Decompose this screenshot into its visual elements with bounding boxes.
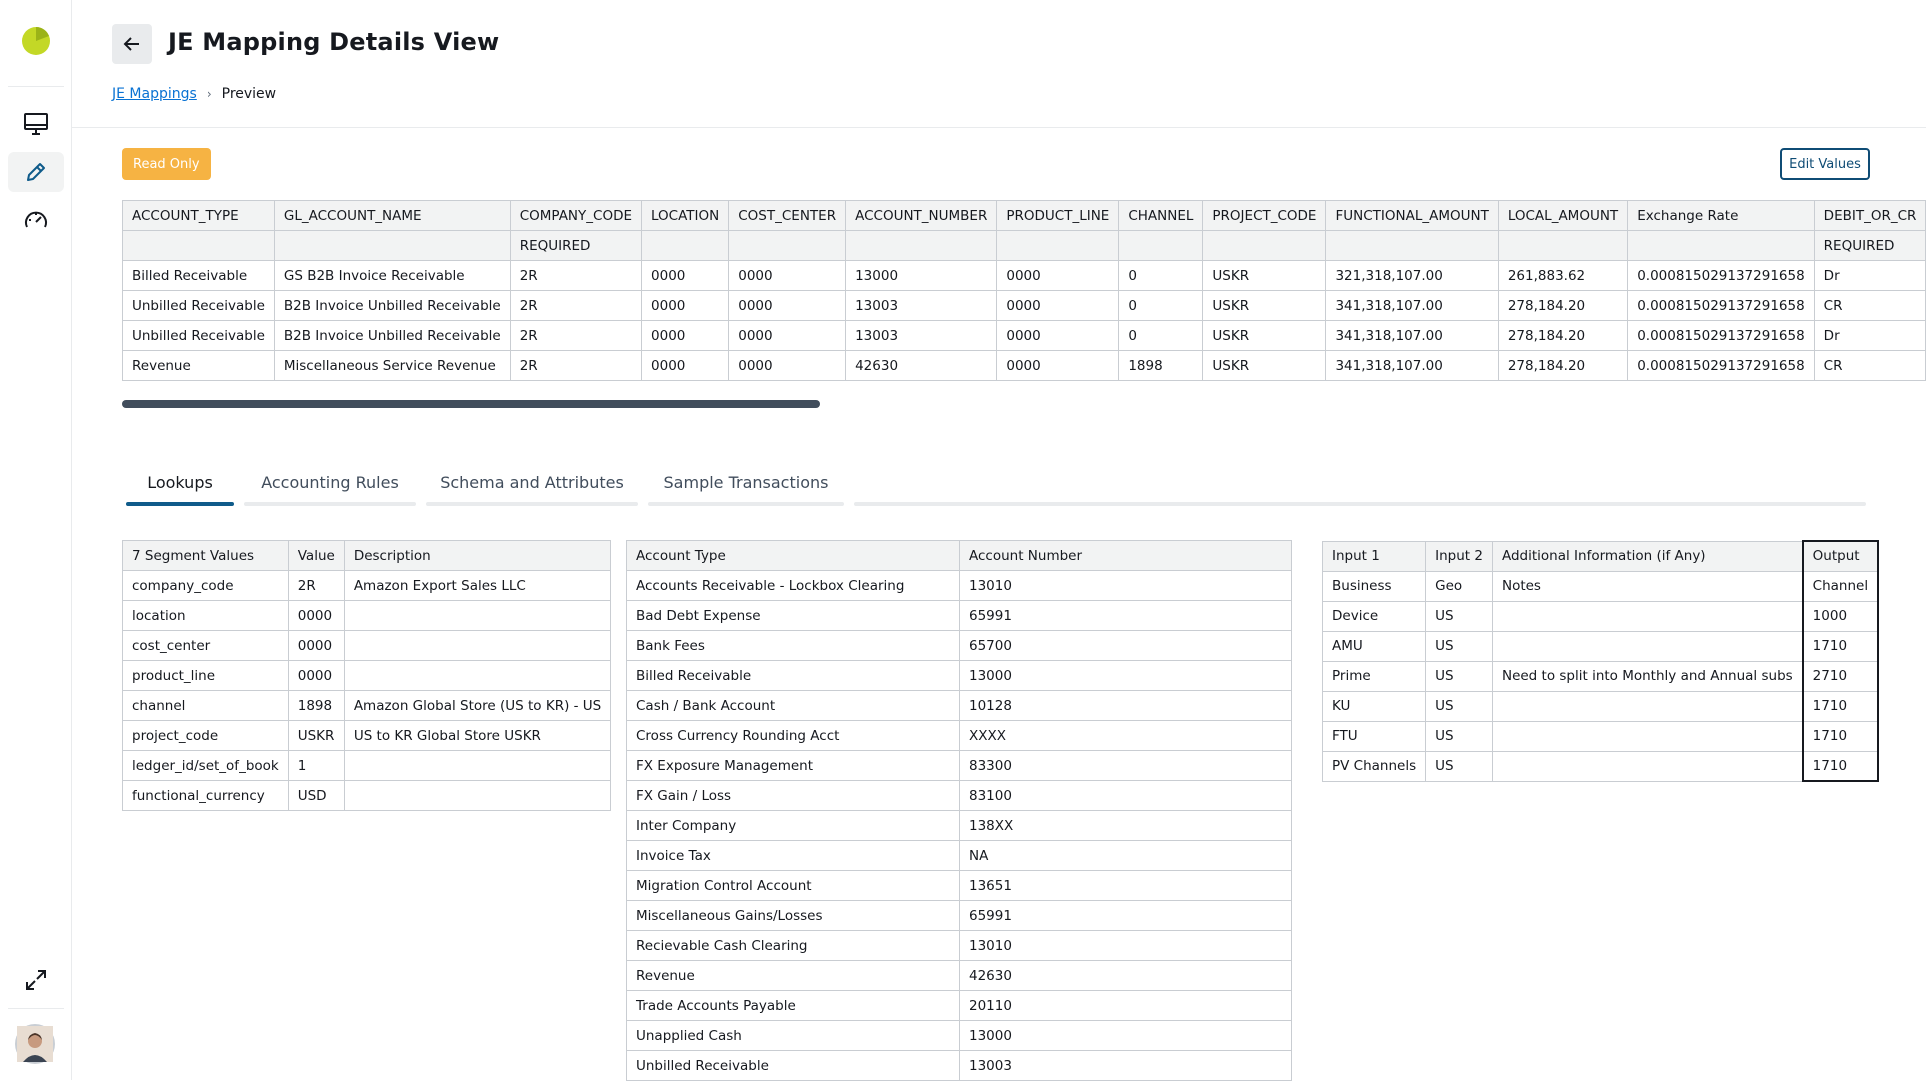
table-cell: Need to split into Monthly and Annual subs xyxy=(1492,661,1802,691)
table-cell: Unapplied Cash xyxy=(627,1021,960,1051)
table-cell: Unbilled Receivable xyxy=(123,321,275,351)
table-cell: KU xyxy=(1323,691,1426,721)
required-cell xyxy=(1628,231,1814,261)
table-cell: 20110 xyxy=(960,991,1292,1021)
table-cell: US xyxy=(1426,751,1493,781)
column-header: PRODUCT_LINE xyxy=(997,201,1119,231)
table-cell: 0.000815029137291658 xyxy=(1628,291,1814,321)
table-cell: 2710 xyxy=(1803,661,1878,691)
dashboard-gauge-icon[interactable] xyxy=(8,200,64,240)
table-cell: 13003 xyxy=(960,1051,1292,1081)
table-cell: 13010 xyxy=(960,931,1292,961)
table-cell: ledger_id/set_of_book xyxy=(123,751,289,781)
table-cell: 1898 xyxy=(288,691,344,721)
column-header: 7 Segment Values xyxy=(123,541,289,571)
user-avatar[interactable] xyxy=(15,1024,55,1064)
table-row xyxy=(627,631,1292,661)
table-cell: 138XX xyxy=(960,811,1292,841)
table-cell: 278,184.20 xyxy=(1498,291,1627,321)
table-cell xyxy=(1492,721,1802,751)
table-cell: Billed Receivable xyxy=(123,261,275,291)
column-header: PROJECT_CODE xyxy=(1203,201,1326,231)
table-cell: GS B2B Invoice Receivable xyxy=(274,261,510,291)
table-row xyxy=(1323,601,1879,631)
table-header-row xyxy=(123,201,1926,231)
table-row xyxy=(123,261,1926,291)
table-cell: USKR xyxy=(288,721,344,751)
table-cell: Prime xyxy=(1323,661,1426,691)
table-cell: 13651 xyxy=(960,871,1292,901)
table-cell: 0.000815029137291658 xyxy=(1628,321,1814,351)
table-cell: US xyxy=(1426,691,1493,721)
table-row xyxy=(1323,661,1879,691)
table-cell: 0000 xyxy=(729,321,846,351)
table-cell: 1000 xyxy=(1803,601,1878,631)
table-cell: 1 xyxy=(288,751,344,781)
column-header: Account Number xyxy=(960,541,1292,571)
table-cell: AMU xyxy=(1323,631,1426,661)
column-header: COST_CENTER xyxy=(729,201,846,231)
table-cell: 13000 xyxy=(960,661,1292,691)
table-cell: USD xyxy=(288,781,344,811)
segment-values-table xyxy=(122,540,611,811)
table-cell xyxy=(1492,751,1802,781)
column-header: CHANNEL xyxy=(1119,201,1203,231)
table-cell: Recievable Cash Clearing xyxy=(627,931,960,961)
tab-indicator xyxy=(244,502,416,506)
table-row xyxy=(627,781,1292,811)
table-cell: 13003 xyxy=(846,321,997,351)
table-row xyxy=(123,601,611,631)
column-header: FUNCTIONAL_AMOUNT xyxy=(1326,201,1498,231)
monitor-icon[interactable] xyxy=(8,104,64,144)
table-cell: Revenue xyxy=(123,351,275,381)
table-cell: Dr xyxy=(1814,261,1926,291)
table-cell: CR xyxy=(1814,291,1926,321)
table-cell: 0000 xyxy=(642,291,729,321)
table-cell: product_line xyxy=(123,661,289,691)
table-cell: 1710 xyxy=(1803,631,1878,661)
column-header: ACCOUNT_TYPE xyxy=(123,201,275,231)
column-header: ACCOUNT_NUMBER xyxy=(846,201,997,231)
table-cell: Bad Debt Expense xyxy=(627,601,960,631)
table-cell: 0 xyxy=(1119,321,1203,351)
table-cell: 2R xyxy=(510,291,641,321)
column-header: DEBIT_OR_CR xyxy=(1814,201,1926,231)
table-cell: 278,184.20 xyxy=(1498,351,1627,381)
table-cell: 0000 xyxy=(997,351,1119,381)
edit-values-button[interactable]: Edit Values xyxy=(1780,148,1870,180)
table-cell: 0000 xyxy=(729,261,846,291)
table-row xyxy=(1323,691,1879,721)
table-cell: B2B Invoice Unbilled Receivable xyxy=(274,291,510,321)
table-cell: Migration Control Account xyxy=(627,871,960,901)
table-cell xyxy=(344,781,610,811)
required-cell xyxy=(1203,231,1326,261)
table-cell: 83100 xyxy=(960,781,1292,811)
arrow-left-icon xyxy=(124,37,140,51)
table-cell xyxy=(1492,691,1802,721)
required-row xyxy=(123,231,1926,261)
table-cell: 0 xyxy=(1119,291,1203,321)
column-header: Input 1 xyxy=(1323,541,1426,571)
table-row xyxy=(627,1021,1292,1051)
table-cell: location xyxy=(123,601,289,631)
table-row xyxy=(123,351,1926,381)
table-row xyxy=(627,931,1292,961)
account-type-table xyxy=(626,540,1292,1081)
table-cell xyxy=(344,751,610,781)
table-cell: USKR xyxy=(1203,351,1326,381)
app-logo-icon[interactable] xyxy=(20,24,52,56)
table-cell: Bank Fees xyxy=(627,631,960,661)
table-cell: CR xyxy=(1814,351,1926,381)
table-row xyxy=(1323,751,1879,781)
tab-indicator xyxy=(426,502,638,506)
table-cell: PV Channels xyxy=(1323,751,1426,781)
table-cell: 0000 xyxy=(729,291,846,321)
table-row xyxy=(627,751,1292,781)
table-row xyxy=(123,571,611,601)
table-cell: cost_center xyxy=(123,631,289,661)
required-cell xyxy=(1119,231,1203,261)
table-row xyxy=(123,631,611,661)
table-cell xyxy=(344,631,610,661)
tab-bar xyxy=(126,462,1866,506)
table-row xyxy=(123,691,611,721)
table-cell: 13000 xyxy=(846,261,997,291)
table-cell: 0000 xyxy=(288,601,344,631)
table-row xyxy=(627,961,1292,991)
table-cell: Amazon Global Store (US to KR) - US xyxy=(344,691,610,721)
table-cell: Revenue xyxy=(627,961,960,991)
table-cell: 261,883.62 xyxy=(1498,261,1627,291)
table-cell: 2R xyxy=(510,321,641,351)
table-cell: 65991 xyxy=(960,601,1292,631)
table-cell xyxy=(1492,631,1802,661)
table-row xyxy=(1323,571,1879,601)
table-cell: Unbilled Receivable xyxy=(123,291,275,321)
table-cell xyxy=(1492,601,1802,631)
table-cell: USKR xyxy=(1203,261,1326,291)
table-row xyxy=(627,691,1292,721)
table-cell: US xyxy=(1426,631,1493,661)
table-cell: 0000 xyxy=(642,351,729,381)
table-cell: 65700 xyxy=(960,631,1292,661)
preview-table-container[interactable] xyxy=(122,200,1917,380)
table-row xyxy=(627,991,1292,1021)
tab-lookups[interactable]: Lookups xyxy=(147,472,213,492)
table-cell: Miscellaneous Gains/Losses xyxy=(627,901,960,931)
required-cell xyxy=(997,231,1119,261)
table-cell: XXXX xyxy=(960,721,1292,751)
table-cell: Notes xyxy=(1492,571,1802,601)
table-cell: 13000 xyxy=(960,1021,1292,1051)
table-cell: FX Exposure Management xyxy=(627,751,960,781)
table-row xyxy=(627,1051,1292,1081)
table-cell: company_code xyxy=(123,571,289,601)
table-row xyxy=(123,321,1926,351)
horizontal-scrollbar[interactable] xyxy=(122,400,820,408)
table-cell: 341,318,107.00 xyxy=(1326,321,1498,351)
required-cell xyxy=(846,231,997,261)
table-row xyxy=(123,751,611,781)
table-cell: 42630 xyxy=(846,351,997,381)
column-header: LOCAL_AMOUNT xyxy=(1498,201,1627,231)
table-cell: 42630 xyxy=(960,961,1292,991)
column-header: COMPANY_CODE xyxy=(510,201,641,231)
table-cell: Billed Receivable xyxy=(627,661,960,691)
column-header: Value xyxy=(288,541,344,571)
table-cell: 1710 xyxy=(1803,721,1878,751)
table-cell xyxy=(344,661,610,691)
table-cell: 2R xyxy=(288,571,344,601)
table-cell: B2B Invoice Unbilled Receivable xyxy=(274,321,510,351)
table-cell: 0000 xyxy=(997,321,1119,351)
channel-mapping-table xyxy=(1322,540,1879,782)
table-row xyxy=(627,841,1292,871)
table-cell: USKR xyxy=(1203,321,1326,351)
required-cell xyxy=(123,231,275,261)
table-cell: Geo xyxy=(1426,571,1493,601)
table-cell: 278,184.20 xyxy=(1498,321,1627,351)
table-cell: 2R xyxy=(510,261,641,291)
column-header: GL_ACCOUNT_NAME xyxy=(274,201,510,231)
table-cell: 321,318,107.00 xyxy=(1326,261,1498,291)
read-only-badge: Read Only xyxy=(122,148,211,180)
required-cell xyxy=(642,231,729,261)
table-header-row xyxy=(1323,541,1879,571)
table-cell: 83300 xyxy=(960,751,1292,781)
table-cell: 0.000815029137291658 xyxy=(1628,351,1814,381)
table-cell: Cash / Bank Account xyxy=(627,691,960,721)
table-cell: 2R xyxy=(510,351,641,381)
back-button[interactable] xyxy=(112,24,152,64)
table-cell xyxy=(344,601,610,631)
table-header-row xyxy=(627,541,1292,571)
table-cell: Inter Company xyxy=(627,811,960,841)
table-cell: 0000 xyxy=(997,261,1119,291)
table-cell: US to KR Global Store USKR xyxy=(344,721,610,751)
side-rail xyxy=(0,0,72,1080)
table-cell: Invoice Tax xyxy=(627,841,960,871)
required-cell: REQUIRED xyxy=(1814,231,1926,261)
table-cell: USKR xyxy=(1203,291,1326,321)
table-cell: 1710 xyxy=(1803,691,1878,721)
table-row xyxy=(123,721,611,751)
required-cell: REQUIRED xyxy=(510,231,641,261)
table-row xyxy=(123,291,1926,321)
table-cell: NA xyxy=(960,841,1292,871)
preview-table xyxy=(122,200,1926,381)
table-cell: 0000 xyxy=(642,261,729,291)
table-cell: Amazon Export Sales LLC xyxy=(344,571,610,601)
column-header: Exchange Rate xyxy=(1628,201,1814,231)
table-row xyxy=(627,901,1292,931)
edit-pencil-icon[interactable] xyxy=(8,152,64,192)
table-cell: 13003 xyxy=(846,291,997,321)
table-row xyxy=(627,721,1292,751)
column-header: Additional Information (if Any) xyxy=(1492,541,1802,571)
breadcrumb xyxy=(112,86,276,102)
table-cell: 341,318,107.00 xyxy=(1326,351,1498,381)
expand-icon[interactable] xyxy=(8,960,64,1000)
table-row xyxy=(123,661,611,691)
table-cell: US xyxy=(1426,601,1493,631)
table-row xyxy=(123,781,611,811)
table-cell: Miscellaneous Service Revenue xyxy=(274,351,510,381)
table-cell: 1898 xyxy=(1119,351,1203,381)
table-cell: 0000 xyxy=(729,351,846,381)
chevron-right-icon: › xyxy=(206,87,212,101)
table-row xyxy=(627,871,1292,901)
tab-schema-attributes[interactable]: Schema and Attributes xyxy=(440,472,624,492)
required-cell xyxy=(729,231,846,261)
table-cell: US xyxy=(1426,661,1493,691)
table-row xyxy=(1323,631,1879,661)
table-row xyxy=(627,571,1292,601)
column-header: Description xyxy=(344,541,610,571)
table-cell: 0000 xyxy=(642,321,729,351)
table-cell: 0000 xyxy=(288,661,344,691)
tab-indicator xyxy=(648,502,844,506)
table-header-row xyxy=(123,541,611,571)
table-cell: 0.000815029137291658 xyxy=(1628,261,1814,291)
table-cell: Accounts Receivable - Lockbox Clearing xyxy=(627,571,960,601)
tab-indicator-active xyxy=(126,502,234,506)
table-cell: project_code xyxy=(123,721,289,751)
table-cell: 0000 xyxy=(997,291,1119,321)
table-cell: 13010 xyxy=(960,571,1292,601)
required-cell xyxy=(1326,231,1498,261)
required-cell xyxy=(1498,231,1627,261)
table-cell: 10128 xyxy=(960,691,1292,721)
table-row xyxy=(627,811,1292,841)
page-header xyxy=(72,0,1926,128)
table-cell: Unbilled Receivable xyxy=(627,1051,960,1081)
table-row xyxy=(627,601,1292,631)
table-row xyxy=(627,661,1292,691)
table-cell: FX Gain / Loss xyxy=(627,781,960,811)
table-cell: Business xyxy=(1323,571,1426,601)
table-cell: functional_currency xyxy=(123,781,289,811)
breadcrumb-current: Preview xyxy=(221,86,277,102)
rail-divider xyxy=(8,86,64,87)
rail-divider xyxy=(8,1008,64,1009)
table-cell: 0 xyxy=(1119,261,1203,291)
table-cell: 65991 xyxy=(960,901,1292,931)
table-cell: Device xyxy=(1323,601,1426,631)
table-cell: 341,318,107.00 xyxy=(1326,291,1498,321)
table-cell: channel xyxy=(123,691,289,721)
column-header: Output xyxy=(1803,541,1878,571)
tab-bar-track xyxy=(854,502,1866,506)
breadcrumb-link-je-mappings[interactable]: JE Mappings xyxy=(112,86,197,102)
table-cell: Channel xyxy=(1803,571,1878,601)
table-cell: FTU xyxy=(1323,721,1426,751)
table-cell: Dr xyxy=(1814,321,1926,351)
table-cell: Trade Accounts Payable xyxy=(627,991,960,1021)
column-header: Account Type xyxy=(627,541,960,571)
page-title: JE Mapping Details View xyxy=(168,28,500,56)
table-cell: 0000 xyxy=(288,631,344,661)
table-cell: Cross Currency Rounding Acct xyxy=(627,721,960,751)
column-header: LOCATION xyxy=(642,201,729,231)
tab-accounting-rules[interactable]: Accounting Rules xyxy=(261,472,399,492)
tab-sample-transactions[interactable]: Sample Transactions xyxy=(663,472,829,492)
table-cell: 1710 xyxy=(1803,751,1878,781)
table-cell: US xyxy=(1426,721,1493,751)
table-row xyxy=(1323,721,1879,751)
column-header: Input 2 xyxy=(1426,541,1493,571)
required-cell xyxy=(274,231,510,261)
